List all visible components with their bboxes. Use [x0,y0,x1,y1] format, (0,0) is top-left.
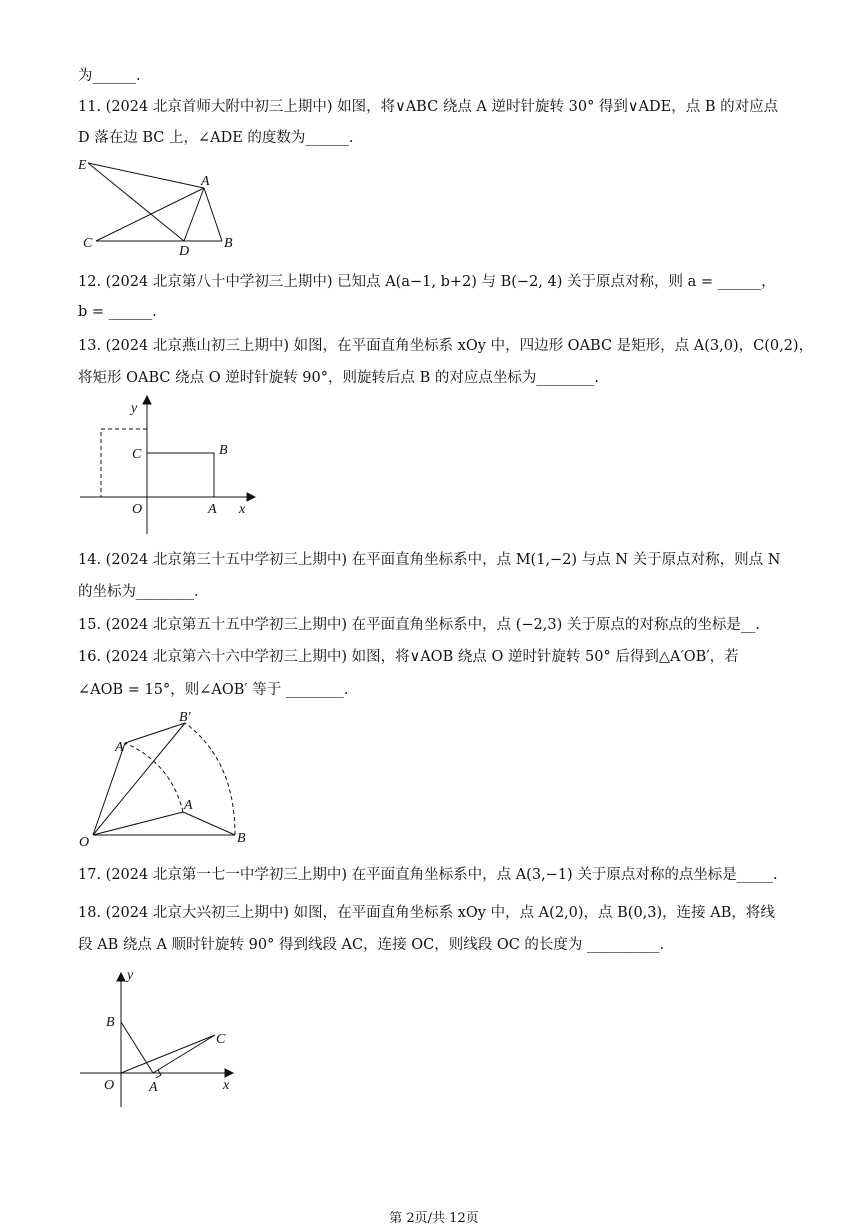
figure-q16 [75,705,265,850]
seg-ED [88,163,184,241]
seg-EA [88,163,204,188]
q18-line-1: 18. (2024 北京大兴初三上期中) 如图，在平面直角坐标系 xOy 中，点 A(2,0)，点 B(0,3)，连接 AB，将线 [78,905,775,921]
label-O: O [104,1078,115,1093]
y-axis-arrow [143,396,151,404]
label-A: A [201,174,210,189]
y-axis-arrow [117,973,125,981]
arc-A-A1 [125,743,183,812]
q12-line-2: b = ______. [78,304,157,320]
q16-line-2: ∠AOB = 15°，则∠AOB′ 等于 ________. [78,682,349,698]
q13-line-2: 将矩形 OABC 绕点 O 逆时针旋转 90°，则旋转后点 B 的对应点坐标为________. [78,370,599,386]
q18-line-2: 段 AB 绕点 A 顺时针旋转 90° 得到线段 AC，连接 OC，则线段 OC 的长度为 __________. [78,937,665,953]
page-footer: 第 2页/共 12页 [389,1211,479,1226]
seg-BA [121,1022,153,1073]
q11-line-1: 11. (2024 北京首师大附中初三上期中) 如图，将∨ABC 绕点 A 逆时针旋转 30° 得到∨ADE，点 B 的对应点 [78,99,779,115]
seg-OC [121,1035,215,1073]
label-A1: A′ [115,740,127,755]
label-E: E [78,158,87,173]
figure-q11 [78,155,248,255]
seg-OA1 [93,743,125,835]
q14-line-2: 的坐标为________. [78,584,199,600]
seg-AC [153,1035,215,1073]
q13-line-1: 13. (2024 北京燕山初三上期中) 如图，在平面直角坐标系 xOy 中，四边形 OABC 是矩形，点 A(3,0)，C(0,2)， [78,338,814,354]
label-C: C [83,236,93,251]
q15-line: 15. (2024 北京第五十五中学初三上期中) 在平面直角坐标系中，点 (−2,3) 关于原点的对称点的坐标是__. [78,617,760,633]
label-B: B [237,831,246,846]
label-O: O [132,502,143,517]
seg-AB [183,812,235,835]
arc-B-B1 [185,723,235,835]
x-axis-arrow [225,1069,233,1077]
q14-line-1: 14. (2024 北京第三十五中学初三上期中) 在平面直角坐标系中，点 M(1,−2) 与点 N 关于原点对称，则点 N [78,552,781,568]
q16-line-1: 16. (2024 北京第六十六中学初三上期中) 如图，将∨AOB 绕点 O 逆时针旋转 50° 后得到△A′OB′，若 [78,649,739,665]
label-x: x [239,502,246,517]
seg-A1B1 [125,723,185,743]
rotated-rectangle [101,429,147,497]
rectangle-OABC [147,453,214,497]
label-B: B [224,236,233,251]
figure-q18 [75,965,250,1110]
label-C: C [132,447,142,462]
label-D: D [179,244,190,255]
seg-CA [96,188,204,241]
x-axis-arrow [247,493,255,501]
label-A: A [208,502,217,517]
label-C: C [216,1032,226,1047]
label-A: A [149,1080,158,1095]
text-line-1: 为______. [78,68,141,84]
seg-OB1 [93,723,185,835]
seg-AB [204,188,222,241]
seg-OA [93,812,183,835]
label-y: y [131,401,138,416]
label-x: x [223,1078,230,1093]
q11-line-2: D 落在边 BC 上，∠ADE 的度数为______. [78,130,354,146]
label-B: B [219,443,228,458]
label-y: y [127,968,134,983]
q17-line: 17. (2024 北京第一七一中学初三上期中) 在平面直角坐标系中，点 A(3,−1) 关于原点对称的点坐标是_____. [78,867,778,883]
label-B: B [106,1015,115,1030]
figure-q13 [75,392,265,537]
q12-line-1: 12. (2024 北京第八十中学初三上期中) 已知点 A(a−1, b+2) 与 B(−2, 4) 关于原点对称，则 a = ______， [78,274,776,290]
label-A: A [184,798,193,813]
label-B1: B′ [179,710,191,725]
label-O: O [79,835,90,850]
